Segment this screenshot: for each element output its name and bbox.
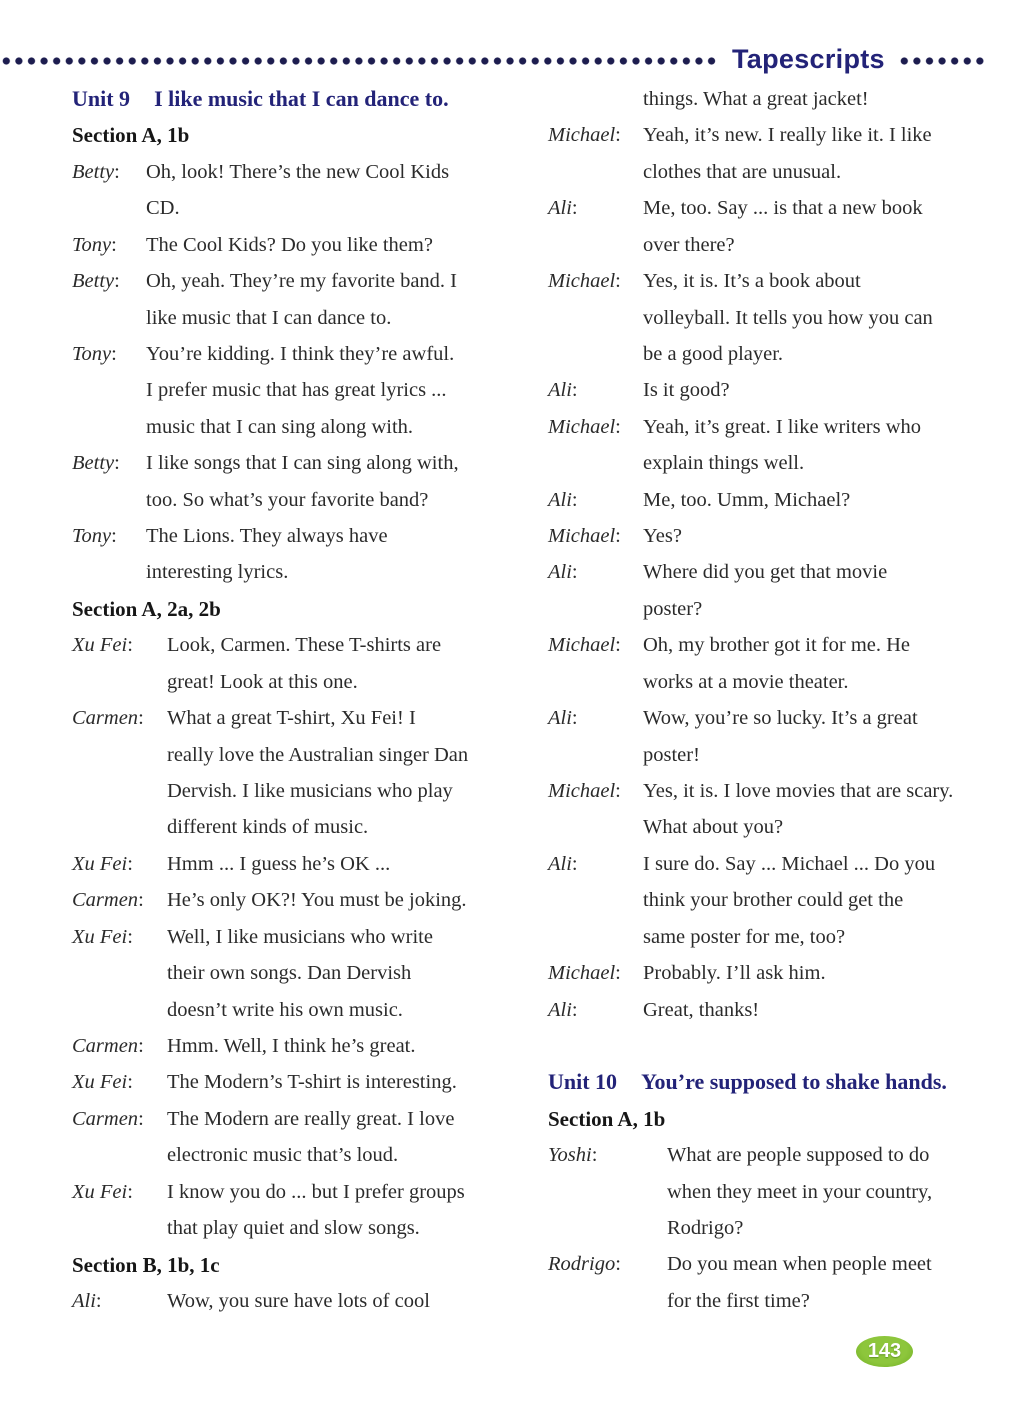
- dialogue-line: Is it good?: [643, 379, 730, 402]
- dialogue-entry: [72, 336, 502, 445]
- dialogue-entry: [548, 955, 978, 991]
- left-column: [72, 81, 502, 1319]
- speaker-name: Carmen: [72, 1107, 139, 1130]
- dialogue-entry: [72, 1174, 502, 1247]
- dialogue-line: music that I can sing along with.: [146, 415, 414, 438]
- speaker-label: Betty:: [72, 160, 120, 183]
- dialogue-entry: [72, 882, 502, 918]
- speaker-label: Michael:: [548, 124, 621, 147]
- speaker-label: Tony:: [72, 525, 117, 548]
- speaker-name: Tony: [72, 342, 112, 365]
- speaker-label: Ali:: [548, 379, 578, 402]
- dialogue-line: Hmm. Well, I think he’s great.: [167, 1034, 416, 1057]
- dialogue-line: for the first time?: [667, 1289, 810, 1312]
- dialogue-lines: [72, 846, 502, 882]
- speaker-label: Ali:: [548, 197, 578, 220]
- dialogue-line: Yeah, it’s great. I like writers who: [643, 415, 922, 438]
- dialogue-line: Look, Carmen. These T-shirts are: [167, 634, 442, 657]
- dialogue-entry: [72, 1064, 502, 1100]
- dialogue-lines: [72, 518, 502, 591]
- dialogue-line: interesting lyrics.: [146, 561, 289, 584]
- speaker-name: Michael: [548, 270, 616, 293]
- dialogue-line: What about you?: [643, 816, 784, 839]
- dialogue-lines: [72, 1174, 502, 1247]
- dialogue-entry: [72, 1283, 502, 1319]
- speaker-label: Betty:: [72, 270, 120, 293]
- dialogue-line: great! Look at this one.: [167, 670, 358, 693]
- dialogue-line: Where did you get that movie: [643, 561, 888, 584]
- speaker-name: Xu Fei: [72, 925, 128, 948]
- speaker-name: Xu Fei: [72, 634, 128, 657]
- dialogue-entry: [72, 154, 502, 227]
- dialogue-line: Great, thanks!: [643, 998, 760, 1021]
- speaker-name: Carmen: [72, 889, 139, 912]
- speaker-name: Ali: [548, 379, 572, 402]
- dialogue-entry: [72, 263, 502, 336]
- speaker-name: Xu Fei: [72, 852, 128, 875]
- speaker-name: Michael: [548, 780, 616, 803]
- speaker-name: Yoshi: [548, 1144, 592, 1167]
- speaker-label: Betty:: [72, 452, 120, 475]
- dialogue-line: when they meet in your country,: [667, 1180, 933, 1203]
- dialogue-entry: [548, 700, 978, 773]
- section-heading: Section B, 1b, 1c: [72, 1252, 220, 1277]
- dialogue-line: I like songs that I can sing along with,: [146, 452, 459, 475]
- dialogue-line: Yes, it is. I love movies that are scary.: [643, 780, 954, 803]
- unit-number: Unit 10: [548, 1069, 618, 1095]
- speaker-label: Michael:: [548, 962, 621, 985]
- dotted-rule-left: [0, 56, 719, 66]
- dialogue-line: The Cool Kids? Do you like them?: [146, 233, 433, 256]
- dialogue-lines: [72, 154, 502, 227]
- dialogue-entry: [548, 627, 978, 700]
- speaker-name: Michael: [548, 124, 616, 147]
- dialogue-entry: [548, 554, 978, 627]
- dialogue-lines: [548, 554, 978, 627]
- speaker-name: Ali: [548, 707, 572, 730]
- dialogue-line: Yes, it is. It’s a book about: [643, 270, 861, 293]
- speaker-name: Michael: [548, 415, 616, 438]
- unit-title: I like music that I can dance to.: [154, 86, 449, 111]
- speaker-label: Rodrigo:: [548, 1253, 621, 1276]
- dialogue-line: Oh, my brother got it for me. He: [643, 634, 911, 657]
- speaker-label: Xu Fei:: [72, 1071, 133, 1094]
- speaker-label: Ali:: [548, 707, 578, 730]
- dialogue-line: Oh, look! There’s the new Cool Kids: [146, 160, 450, 183]
- dialogue-entry: [72, 846, 502, 882]
- speaker-label: Carmen:: [72, 889, 144, 912]
- dialogue-line: You’re kidding. I think they’re awful.: [146, 342, 455, 365]
- speaker-label: Xu Fei:: [72, 634, 133, 657]
- dialogue-entry: [548, 482, 978, 518]
- speaker-label: Ali:: [548, 998, 578, 1021]
- speaker-name: Xu Fei: [72, 1071, 128, 1094]
- dialogue-lines: [548, 700, 978, 773]
- dialogue-entry: [548, 1246, 978, 1319]
- dialogue-entry: [72, 227, 502, 263]
- speaker-name: Ali: [548, 197, 572, 220]
- speaker-name: Michael: [548, 525, 616, 548]
- dialogue-entry: [548, 846, 978, 955]
- dialogue-entry: [72, 1028, 502, 1064]
- dialogue-line: Wow, you’re so lucky. It’s a great: [643, 707, 918, 730]
- speaker-name: Rodrigo: [548, 1253, 616, 1276]
- speaker-label: Carmen:: [72, 707, 144, 730]
- section-heading: Section A, 1b: [72, 123, 190, 148]
- unit-number: Unit 9: [72, 86, 131, 111]
- speaker-label: Tony:: [72, 342, 117, 365]
- dialogue-lines: [72, 263, 502, 336]
- speaker-label: Xu Fei:: [72, 1180, 133, 1203]
- dialogue-entry: [548, 518, 978, 554]
- dialogue-line: The Modern’s T-shirt is interesting.: [167, 1071, 457, 1094]
- dialogue-line: I prefer music that has great lyrics ...: [146, 379, 447, 402]
- unit-title: You’re supposed to shake hands.: [641, 1069, 947, 1095]
- speaker-name: Betty: [72, 160, 115, 183]
- dialogue-line: What are people supposed to do: [667, 1144, 930, 1167]
- dialogue-line: poster?: [643, 597, 703, 620]
- dialogue-line: be a good player.: [643, 342, 784, 365]
- speaker-label: Ali:: [72, 1289, 102, 1312]
- dialogue-line: Me, too. Say ... is that a new book: [643, 197, 923, 220]
- dialogue-line: explain things well.: [643, 452, 805, 475]
- dialogue-line: too. So what’s your favorite band?: [146, 488, 429, 511]
- dialogue-entry: [548, 190, 978, 263]
- dialogue-line: I sure do. Say ... Michael ... Do you: [643, 852, 936, 875]
- speaker-label: Tony:: [72, 233, 117, 256]
- dialogue-line: Rodrigo?: [667, 1217, 744, 1240]
- dialogue-lines: [72, 445, 502, 518]
- dialogue-line: electronic music that’s loud.: [167, 1144, 399, 1167]
- dialogue-line: that play quiet and slow songs.: [167, 1217, 420, 1240]
- dialogue-line: Yeah, it’s new. I really like it. I like: [643, 124, 932, 147]
- dialogue-line: Well, I like musicians who write: [167, 925, 433, 948]
- dialogue-lines: [548, 190, 978, 263]
- dialogue-lines: [548, 846, 978, 955]
- speaker-label: Xu Fei:: [72, 852, 133, 875]
- dialogue-line: Probably. I’ll ask him.: [643, 962, 826, 985]
- dialogue-line: different kinds of music.: [167, 816, 369, 839]
- dialogue-entry: [72, 518, 502, 591]
- dialogue-line: really love the Australian singer Dan: [167, 743, 469, 766]
- dialogue-lines: [72, 627, 502, 700]
- speaker-name: Betty: [72, 452, 115, 475]
- speaker-name: Xu Fei: [72, 1180, 128, 1203]
- unit-heading: [548, 1064, 978, 1100]
- right-column: [548, 81, 978, 1319]
- dialogue-lines: [72, 336, 502, 445]
- speaker-label: Yoshi:: [548, 1144, 598, 1167]
- dialogue-line: think your brother could get the: [643, 889, 904, 912]
- dialogue-lines: [548, 1137, 978, 1246]
- dialogue-lines: [548, 81, 978, 117]
- vertical-spacer: [548, 1028, 978, 1064]
- speaker-label: Michael:: [548, 634, 621, 657]
- dialogue-entry: [548, 81, 978, 117]
- speaker-label: Ali:: [548, 488, 578, 511]
- page-number-badge: [856, 1336, 913, 1367]
- dialogue-line: I know you do ... but I prefer groups: [167, 1180, 465, 1203]
- dialogue-lines: [548, 482, 978, 518]
- dialogue-line: poster!: [643, 743, 700, 766]
- dialogue-entry: [548, 1137, 978, 1246]
- speaker-label: Xu Fei:: [72, 925, 133, 948]
- speaker-label: Ali:: [548, 561, 578, 584]
- section-heading: Section A, 1b: [548, 1106, 666, 1131]
- dialogue-line: The Modern are really great. I love: [167, 1107, 455, 1130]
- dialogue-lines: [72, 1064, 502, 1100]
- dialogue-entry: [548, 372, 978, 408]
- speaker-label: Michael:: [548, 525, 621, 548]
- dialogue-line: clothes that are unusual.: [643, 160, 842, 183]
- dialogue-lines: [548, 372, 978, 408]
- speaker-name: Michael: [548, 634, 616, 657]
- speaker-name: Carmen: [72, 707, 139, 730]
- dialogue-lines: [72, 1283, 502, 1319]
- dialogue-line: same poster for me, too?: [643, 925, 846, 948]
- dialogue-line: Do you mean when people meet: [667, 1253, 932, 1276]
- speaker-label: Michael:: [548, 780, 621, 803]
- speaker-name: Ali: [548, 488, 572, 511]
- speaker-label: Michael:: [548, 415, 621, 438]
- dialogue-line: over there?: [643, 233, 735, 256]
- dialogue-entry: [72, 445, 502, 518]
- dialogue-entry: [548, 263, 978, 372]
- speaker-name: Tony: [72, 525, 112, 548]
- speaker-name: Tony: [72, 233, 112, 256]
- dialogue-line: He’s only OK?! You must be joking.: [167, 889, 467, 912]
- speaker-name: Ali: [72, 1289, 96, 1312]
- speaker-name: Ali: [548, 561, 572, 584]
- dialogue-line: their own songs. Dan Dervish: [167, 962, 412, 985]
- dotted-rule-right: [898, 56, 984, 66]
- dialogue-lines: [548, 992, 978, 1028]
- dialogue-line: Me, too. Umm, Michael?: [643, 488, 851, 511]
- speaker-label: Michael:: [548, 270, 621, 293]
- dialogue-line: The Lions. They always have: [146, 525, 388, 548]
- page-header: [0, 43, 1024, 76]
- dialogue-line: things. What a great jacket!: [643, 88, 869, 110]
- dialogue-line: Dervish. I like musicians who play: [167, 780, 453, 803]
- dialogue-line: like music that I can dance to.: [146, 306, 392, 329]
- dialogue-entry: [72, 1101, 502, 1174]
- speaker-label: Carmen:: [72, 1034, 144, 1057]
- tapescript-content: [72, 81, 978, 1319]
- dialogue-line: works at a movie theater.: [643, 670, 849, 693]
- dialogue-line: volleyball. It tells you how you can: [643, 306, 933, 329]
- dialogue-line: CD.: [146, 197, 180, 220]
- dialogue-line: Hmm ... I guess he’s OK ...: [167, 852, 391, 875]
- dialogue-entry: [548, 773, 978, 846]
- dialogue-line: Oh, yeah. They’re my favorite band. I: [146, 270, 457, 293]
- dialogue-lines: [72, 227, 502, 263]
- section-heading: Section A, 2a, 2b: [72, 596, 221, 621]
- speaker-label: Carmen:: [72, 1107, 144, 1130]
- dialogue-entry: [548, 117, 978, 190]
- speaker-name: Ali: [548, 998, 572, 1021]
- dialogue-line: Wow, you sure have lots of cool: [167, 1289, 430, 1312]
- dialogue-entry: [72, 700, 502, 846]
- dialogue-entry: [548, 992, 978, 1028]
- header-title: Tapescripts: [732, 43, 885, 74]
- speaker-label: Ali:: [548, 852, 578, 875]
- speaker-name: Michael: [548, 962, 616, 985]
- dialogue-line: doesn’t write his own music.: [167, 998, 403, 1021]
- speaker-name: Ali: [548, 852, 572, 875]
- dialogue-line: Yes?: [643, 525, 682, 548]
- speaker-name: Carmen: [72, 1034, 139, 1057]
- page-number: 143: [867, 1340, 902, 1362]
- dialogue-lines: [72, 919, 502, 1028]
- dialogue-entry: [72, 919, 502, 1028]
- dialogue-entry: [72, 627, 502, 700]
- dialogue-entry: [548, 409, 978, 482]
- unit-heading: [72, 81, 502, 117]
- speaker-name: Betty: [72, 270, 115, 293]
- dialogue-line: What a great T-shirt, Xu Fei! I: [167, 707, 416, 730]
